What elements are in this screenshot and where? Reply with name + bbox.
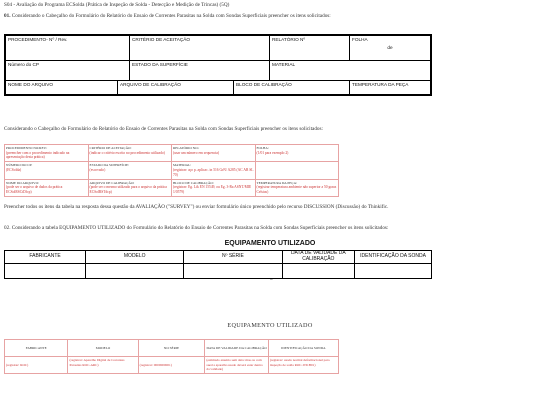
table-cell: (estimado anuário sem data: mas ou com sued a aparelho usado deverá estar dentro da validade)	[205, 357, 268, 374]
column-header: DATA DE VALIDADE DA CALIBRAÇÃO	[205, 340, 268, 357]
relatorio-field[interactable]: RELATÓRIO Nº	[270, 36, 350, 61]
sonda-input-cell[interactable]	[355, 264, 432, 279]
equipment-table-title: EQUIPAMENTO UTILIZADO	[224, 240, 316, 247]
cell-label: BLOCO DE CALIBRAÇÃO:	[173, 180, 214, 185]
column-header: IDENTIFICAÇÃO DA SONDA	[355, 251, 432, 264]
cell-label: RELATÓRIO NO.:	[173, 146, 200, 150]
cell-label: NOME DO ARQUIVO:	[6, 180, 39, 185]
temperatura-peca-field[interactable]: TEMPERATURA DA PEÇA	[352, 82, 409, 87]
instructions-text: Preencher todos os itens da tabela na resposta dessa questão da AVALIAÇÃO ("SURVEY") ou enviar formulário único preenchido pelo recurso DISCUSSION (Discussão) do Thinkific.	[4, 204, 389, 210]
column-header: MODELO	[68, 340, 138, 357]
table-row	[5, 251, 432, 264]
table-row	[5, 145, 339, 162]
procedimento-field[interactable]: PROCEDIMENTO- Nº / Rev.	[6, 36, 130, 61]
serie-input-cell[interactable]	[184, 264, 282, 279]
cell-label: TEMPERATURA DA PEÇA:	[256, 180, 298, 185]
column-header: FABRICANTE	[5, 340, 68, 357]
equipment-example-title: EQUIPAMENTO UTILIZADO	[227, 322, 313, 329]
cell-value: (pode ser o mesmo utilizado para o arquivo da prática ECSolRSTdcp)	[89, 185, 167, 194]
table-row	[5, 357, 339, 374]
question-1	[4, 13, 331, 19]
cell-value: (registrar temperatura ambiente não superior a 50 graus Celsius)	[256, 185, 337, 194]
cell-value: (preencher com o procedimento indicado na apresentação desta prática)	[6, 150, 70, 160]
folha-de-label: de	[387, 45, 393, 50]
numero-cp-field[interactable]: Número do CP	[6, 61, 130, 81]
cell-value: (ECSolda)	[6, 167, 22, 172]
validade-input-cell[interactable]	[282, 264, 355, 279]
table-cell: (registrar: Aparelho Digital de Correntes Parasitas ROC-ARC)	[68, 357, 138, 374]
cell-value: (registrar: Eg. Lik EN 15549, ou Eg. 3-Ra ASNT/MIE 1/0579)	[173, 185, 252, 194]
column-header: DATA DE VALIDADE DA CALIBRAÇÃO	[282, 251, 355, 264]
bloco-calibracao-field[interactable]: BLOCO DE CALIBRAÇÃO	[234, 81, 350, 94]
column-header: NO SÉRIE	[138, 340, 205, 357]
question-2-text: 02. Considerando a tabela EQUIPAMENTO UTILIZADO do Formulário do Relatório do Ensaio de Correntes Parasitas na Solda com Sondas Superficiais preencher os itens solicitados:	[4, 225, 389, 231]
nome-arquivo-field[interactable]: NOME DO ARQUIVO	[6, 81, 118, 94]
modelo-input-cell[interactable]	[86, 264, 184, 279]
tilde-mark: ~	[270, 278, 273, 283]
cell-label: ESTADO DA SUPERFÍCIE:	[89, 163, 129, 168]
cell-label: ARQUIVO DE CALIBRAÇÃO:	[89, 180, 135, 185]
table-row	[5, 340, 339, 357]
table-cell: (registrar: 0000000001)	[138, 357, 205, 374]
folha-label: FOLHA	[352, 37, 368, 42]
arquivo-calibracao-field[interactable]: ARQUIVO DE CALIBRAÇÃO	[118, 81, 234, 94]
question-1-number: 01.	[4, 13, 11, 19]
cell-value: (pode ser o arquivo de dados da prática ECSolRSCtDfcp)	[6, 185, 63, 194]
cell-label: PROCEDIMENTO NO/REV.:	[6, 146, 48, 150]
equipment-form-table	[4, 250, 432, 279]
criterio-field[interactable]: CRITÉRIO DE ACEITAÇÃO	[130, 36, 270, 61]
page-title: S04 - Avaliação do Programa ECSolda (Prática de Inspeção de Solda - Detecção e Medição de Trincas) (5Q)	[4, 2, 230, 8]
question-1-repeat: Considerando o Cabeçalho do Formulário do Relatório do Ensaio de Correntes Parasitas na Solda com Sondas Superficiais preencher os itens solicitados:	[4, 126, 323, 132]
table-row	[5, 179, 339, 196]
cell-label: FOLHA:	[256, 146, 269, 150]
estado-superficie-field[interactable]: ESTADO DA SUPERFÍCIE	[130, 61, 270, 81]
cell-label: CRITÉRIO DE ACEITAÇÃO:	[89, 146, 132, 150]
material-field[interactable]: MATERIAL	[270, 61, 430, 81]
cell-value: (indicar o critério escrito no procedimento utilizado)	[89, 150, 165, 155]
cell-value: (usar um número em sequencia)	[173, 150, 220, 155]
table-cell: (registrar: usado normal deformacional para inspeção de solda ROC-WI1B01)	[268, 357, 338, 374]
folha-field[interactable]	[350, 36, 430, 61]
column-header: IDENTIFICAÇÃO DA SONDA	[268, 340, 338, 357]
column-header: Nº SÉRIE	[184, 251, 282, 264]
table-row	[5, 162, 339, 179]
column-header: MODELO	[86, 251, 184, 264]
cell-value: (registrar: aço p. aplicac. in 516 GrN/ A285 (AC AR SL 70)	[173, 167, 254, 177]
report-header-form	[4, 34, 432, 96]
example-header-table	[4, 144, 339, 197]
cell-value: (1/01 para exemplo 2)	[256, 150, 289, 155]
cell-label: MATERIAL:	[173, 163, 192, 168]
cell-value: (escovado)	[89, 167, 106, 172]
column-header: FABRICANTE	[5, 251, 86, 264]
table-row	[5, 264, 432, 279]
cell-label: NÚMERO DO CP:	[6, 163, 33, 168]
fabricante-input-cell[interactable]	[5, 264, 86, 279]
table-cell: (registrar: ROC)	[5, 357, 68, 374]
question-1-text: Considerando o Cabeçalho do Formulário do Relatório do Ensaio de Correntes Parasitas na Solda com Sondas Superficiais preencher os itens solicitados:	[11, 13, 331, 19]
equipment-example-table	[4, 339, 339, 374]
